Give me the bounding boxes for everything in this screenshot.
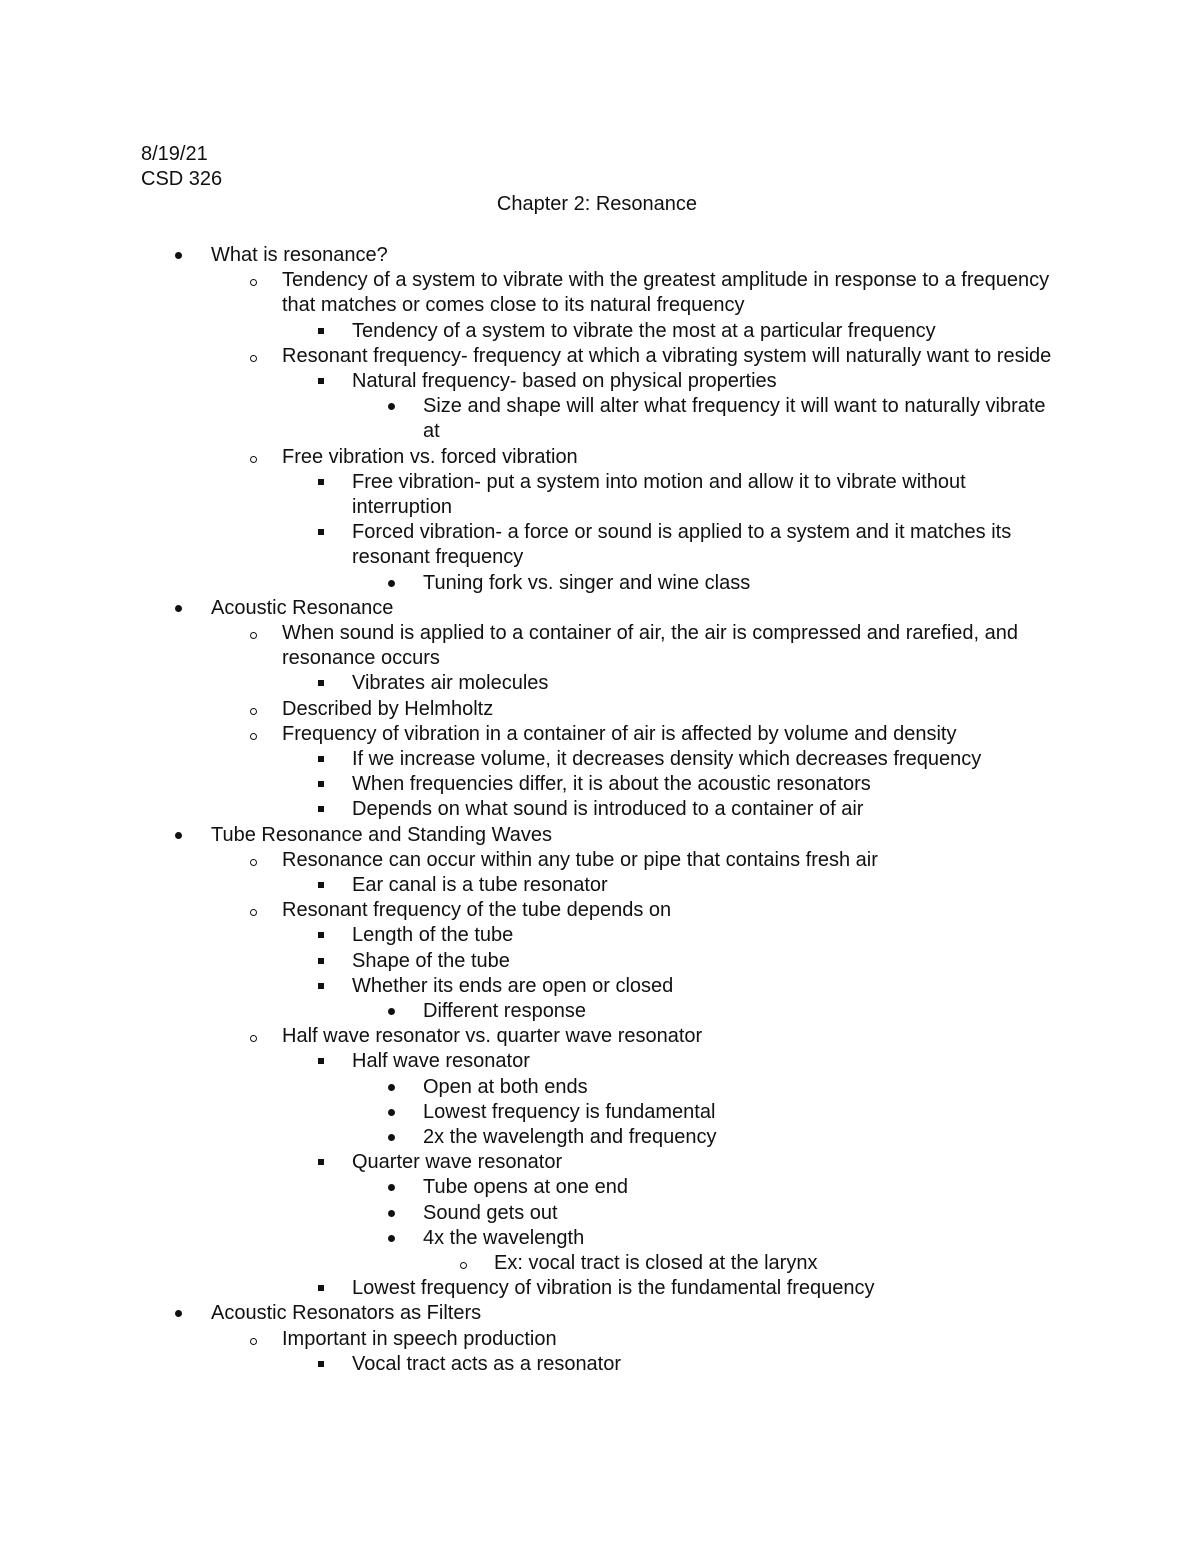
outline-item-level-2 [282,722,1060,747]
outline-item-text: Sound gets out [423,1201,558,1224]
outline-item-text: Tendency of a system to vibrate the most at a particular frequency [352,319,936,342]
circle-bullet-icon [250,1035,257,1042]
square-bullet-icon [318,756,324,762]
square-bullet-icon [318,328,324,334]
square-bullet-icon [318,378,324,384]
outline-item-level-4 [423,1201,1060,1226]
circle-bullet-icon [250,456,257,463]
outline-item-level-3 [352,470,1060,520]
outline-item-level-1 [211,823,1060,848]
outline-item-level-3 [352,797,1060,822]
circle-bullet-icon [250,1338,257,1345]
outline-item-text: Resonant frequency of the tube depends on [282,899,672,922]
outline-item-text: Resonant frequency- frequency at which a vibrating system will naturally want to reside [282,344,1052,367]
square-bullet-icon [318,882,324,888]
outline-item-level-3 [352,671,1060,696]
outline-item-level-2 [282,697,1060,722]
outline-item-text: Tube Resonance and Standing Waves [211,823,552,846]
circle-bullet-icon [250,279,257,286]
outline-item-text: 4x the wavelength [423,1226,585,1249]
disc-bullet-icon [388,1084,395,1091]
disc-bullet-icon [388,403,395,410]
disc-bullet-icon [175,605,182,612]
circle-bullet-icon [250,859,257,866]
outline-item-level-4 [423,999,1060,1024]
outline-item-text: Frequency of vibration in a container of air is affected by volume and density [282,722,957,745]
outline-item-text: If we increase volume, it decreases density which decreases frequency [352,748,982,770]
circle-bullet-icon [250,733,257,740]
outline-item-text: Natural frequency- based on physical properties [352,370,777,392]
outline-item-text: Different response [423,1000,587,1022]
outline-item-level-4 [423,571,1060,596]
outline-item-text: Free vibration vs. forced vibration [282,445,578,468]
outline-item-level-2 [282,344,1060,369]
outline-item-text: Ex: vocal tract is closed at the larynx [494,1252,818,1274]
square-bullet-icon [318,958,324,964]
outline-item-text: Resonance can occur within any tube or pipe that contains fresh air [282,848,878,871]
outline-item-text: Lowest frequency is fundamental [423,1100,716,1123]
circle-bullet-icon [250,909,257,916]
disc-bullet-icon [388,1210,395,1217]
outline-item-level-4 [423,1226,1060,1251]
square-bullet-icon [318,983,324,989]
circle-bullet-icon [250,632,257,639]
square-bullet-icon [318,529,324,535]
outline-item-text: Important in speech production [282,1327,557,1350]
outline-item-text: Depends on what sound is introduced to a container of air [352,798,864,821]
outline-item-level-3 [352,1352,1060,1377]
disc-bullet-icon [388,580,395,587]
square-bullet-icon [318,1285,324,1291]
outline-item-level-2 [282,445,1060,470]
outline-item-text: Shape of the tube [352,949,510,972]
circle-bullet-icon [250,708,257,715]
disc-bullet-icon [388,1134,395,1141]
square-bullet-icon [318,1159,324,1165]
outline-item-level-4 [423,1125,1060,1150]
outline-item-level-3 [352,923,1060,948]
outline-item-text: Acoustic Resonance [211,596,394,619]
outline-item-text: Tendency of a system to vibrate with the greatest amplitude in response to a frequency that matches or comes close to its natural frequency [282,269,1050,317]
disc-bullet-icon [388,1184,395,1191]
outline-item-level-3 [352,1276,1060,1301]
outline-item-level-3 [352,949,1060,974]
outline-item-text: Tube opens at one end [423,1176,628,1199]
outline-item-text: What is resonance? [211,244,388,266]
disc-bullet-icon [175,252,182,259]
page-title: Chapter 2: Resonance [496,193,698,215]
outline-item-text: Quarter wave resonator [352,1151,563,1174]
outline-item-level-2 [282,1327,1060,1352]
outline-item-level-3 [352,369,1060,394]
disc-bullet-icon [388,1008,395,1015]
outline-item-level-2 [282,268,1060,318]
circle-bullet-icon [250,355,257,362]
outline-item-text: Tuning fork vs. singer and wine class [423,571,751,594]
outline-item-level-4 [423,394,1060,444]
disc-bullet-icon [388,1235,395,1242]
square-bullet-icon [318,932,324,938]
outline-item-level-2 [282,848,1060,873]
outline-item-level-3 [352,747,1060,772]
outline-item-level-1 [211,596,1060,621]
outline-item-text: Size and shape will alter what frequency it will want to naturally vibrate at [423,395,1046,443]
square-bullet-icon [318,781,324,787]
outline-item-level-1 [211,1301,1060,1326]
outline-item-level-4 [423,1175,1060,1200]
square-bullet-icon [318,479,324,485]
outline-item-text: Described by Helmholtz [282,697,494,720]
outline-item-level-3 [352,319,1060,344]
outline-item-level-5 [494,1251,1060,1276]
outline-item-level-4 [423,1100,1060,1125]
outline-item-text: Half wave resonator vs. quarter wave resonator [282,1025,703,1048]
outline-item-level-3 [352,1150,1060,1175]
outline-item-text: When frequencies differ, it is about the acoustic resonators [352,773,871,796]
outline-item-level-2 [282,898,1060,923]
outline-item-text: Acoustic Resonators as Filters [211,1302,482,1325]
outline-item-text: Ear canal is a tube resonator [352,874,608,896]
outline-item-level-3 [352,1049,1060,1074]
square-bullet-icon [318,1058,324,1064]
outline-item-text: Forced vibration- a force or sound is applied to a system and it matches its resonant frequency [352,521,1012,569]
disc-bullet-icon [175,832,182,839]
square-bullet-icon [318,1361,324,1367]
outline-item-text: Length of the tube [352,924,514,947]
disc-bullet-icon [175,1310,182,1317]
outline-item-level-2 [282,621,1060,671]
outline-item-level-3 [352,873,1060,898]
outline-item-text: Open at both ends [423,1075,588,1098]
circle-bullet-icon [460,1262,467,1269]
outline-item-level-4 [423,1075,1060,1100]
disc-bullet-icon [388,1109,395,1116]
note-date: 8/19/21 [141,143,208,165]
outline-item-level-2 [282,1024,1060,1049]
outline-item-text: Half wave resonator [352,1050,530,1073]
square-bullet-icon [318,680,324,686]
square-bullet-icon [318,806,324,812]
outline-item-text: When sound is applied to a container of air, the air is compressed and rarefied, and resonance occurs [282,622,1018,669]
outline-item-level-3 [352,520,1060,570]
outline-item-text: Vibrates air molecules [352,672,549,695]
outline-item-level-3 [352,772,1060,797]
outline-item-level-1 [211,243,1060,268]
outline-item-text: Free vibration- put a system into motion and allow it to vibrate without interruption [352,470,966,518]
outline-item-text: Whether its ends are open or closed [352,974,674,997]
outline-item-level-3 [352,974,1060,999]
outline-item-text: 2x the wavelength and frequency [423,1126,717,1148]
outline-item-text: Vocal tract acts as a resonator [352,1352,622,1375]
outline-item-text: Lowest frequency of vibration is the fundamental frequency [352,1277,875,1300]
course-code: CSD 326 [141,168,223,190]
